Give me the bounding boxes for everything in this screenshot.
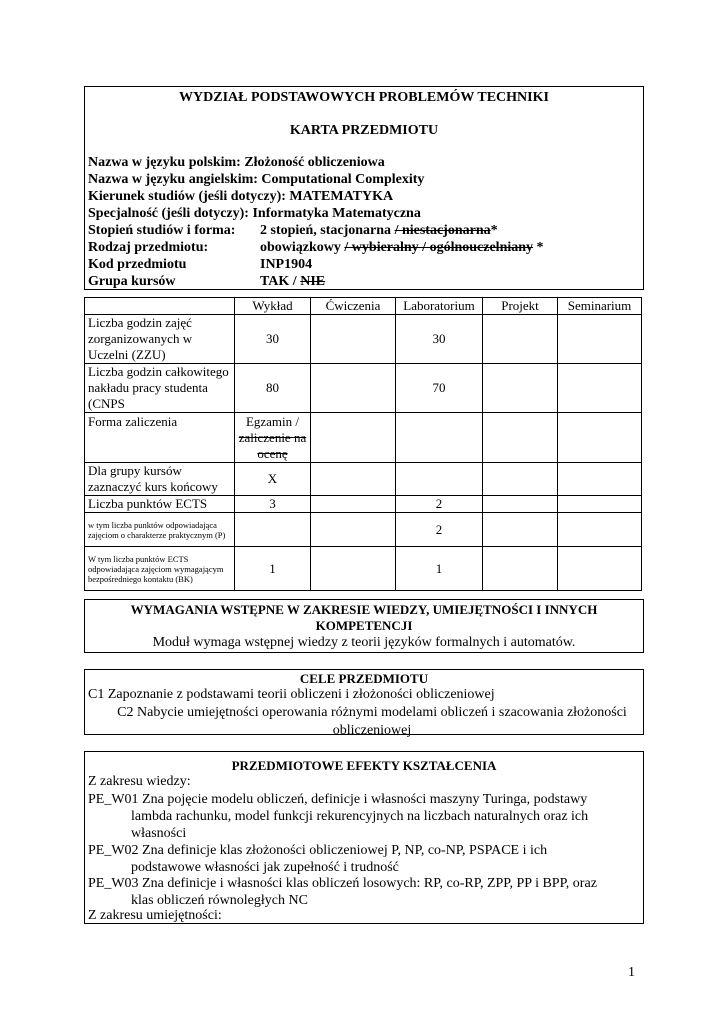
table-cell: 1: [235, 547, 311, 591]
row-label: Forma zaliczenia: [85, 413, 235, 463]
table-cell: [396, 413, 483, 463]
table-cell: 70: [396, 364, 483, 413]
specialization: Specjalność (jeśli dotyczy): Informatyka Matematyczna: [88, 206, 421, 221]
row-label: Liczba godzin całkowitego nakładu pracy studenta (CNPS: [85, 364, 235, 413]
faculty-title: WYDZIAŁ PODSTAWOWYCH PROBLEMÓW TECHNIKI: [179, 90, 549, 105]
row-label: W tym liczba punktów ECTS odpowiadająca zajęciom wymagającym bezpośredniego kontaktu (BK): [85, 547, 235, 591]
learning-outcomes-title: PRZEDMIOTOWE EFEKTY KSZTAŁCENIA: [231, 758, 497, 773]
goal-c1: C1 Zapoznanie z podstawami teorii obliczeni i złożoności obliczeniowej: [88, 687, 495, 702]
course-type: Rodzaj przedmiotu: obowiązkowy / wybieralny / ogólnouczelniany *: [88, 240, 544, 255]
table-row: [85, 547, 642, 591]
course-name-en: Nazwa w języku angielskim: Computational Complexity: [88, 172, 425, 187]
table-cell: [558, 463, 642, 496]
page-number: 1: [628, 965, 635, 980]
table-cell: [483, 413, 558, 463]
requirements-text: Moduł wymaga wstępnej wiedzy z teorii języków formalnych i automatów.: [152, 635, 576, 650]
study-level-form: Stopień studiów i forma: 2 stopień, stacjonarna / niestacjonarna*: [88, 223, 498, 238]
header-box: [84, 86, 644, 290]
course-code: Kod przedmiotu INP1904: [88, 257, 313, 272]
outcome-pe-w01: PE_W01 Zna pojęcie modelu obliczeń, definicje i własności maszyny Turinga, podstawy lambda rachunku, model funkcji rekurencyjnych na liczbach naturalnych oraz ich własności: [88, 792, 589, 841]
skills-heading: Z zakresu umiejętności:: [88, 908, 222, 923]
table-cell: 30: [396, 315, 483, 364]
table-cell: [311, 547, 396, 591]
row-label: Liczba godzin zajęć zorganizowanych w Uczelni (ZZU): [85, 315, 235, 364]
table-cell: [483, 547, 558, 591]
assessment-form-cell: Egzamin / zaliczenie na ocenę: [235, 413, 311, 463]
column-header: Projekt: [483, 298, 558, 315]
table-cell: [558, 496, 642, 513]
table-cell: [558, 315, 642, 364]
requirements-title: WYMAGANIA WSTĘPNE W ZAKRESIE WIEDZY, UMIEJĘTNOŚCI I INNYCH KOMPETENCJI: [130, 602, 598, 633]
row-label: Dla grupy kursów zaznaczyć kurs końcowy: [85, 463, 235, 496]
column-header: [85, 298, 235, 315]
table-cell: [483, 496, 558, 513]
table-cell: [558, 364, 642, 413]
table-cell: [483, 315, 558, 364]
table-cell: 2: [396, 496, 483, 513]
knowledge-heading: Z zakresu wiedzy:: [88, 774, 191, 789]
goals-box: [84, 669, 644, 738]
table-header-row: [85, 298, 642, 315]
table-cell: [396, 463, 483, 496]
table-cell: [483, 513, 558, 547]
course-group: Grupa kursów TAK / NIE: [88, 274, 326, 289]
table-cell: [311, 496, 396, 513]
column-header: Ćwiczenia: [311, 298, 396, 315]
table-cell: [311, 513, 396, 547]
table-cell: [311, 413, 396, 463]
table-cell: [558, 513, 642, 547]
row-label: w tym liczba punktów odpowiadająca zajęciom o charakterze praktycznym (P): [85, 513, 235, 547]
row-label: Liczba punktów ECTS: [85, 496, 235, 513]
column-header: Seminarium: [558, 298, 642, 315]
table-cell: 3: [235, 496, 311, 513]
table-row: [85, 496, 642, 513]
goals-title: CELE PRZEDMIOTU: [299, 671, 429, 686]
table-row: [85, 463, 642, 496]
table-row: [85, 364, 642, 413]
table-cell: 2: [396, 513, 483, 547]
course-name-pl: Nazwa w języku polskim: Złożoność obliczeniowa: [88, 155, 385, 170]
hours-table: [84, 297, 642, 591]
table-cell: X: [235, 463, 311, 496]
field-of-study: Kierunek studiów (jeśli dotyczy): MATEMATYKA: [88, 189, 394, 204]
table-cell: [558, 413, 642, 463]
learning-outcomes-box: [84, 751, 644, 924]
table-cell: 30: [235, 315, 311, 364]
outcome-pe-w03: PE_W03 Zna definicje i własności klas obliczeń losowych: RP, co-RP, ZPP, PP i BPP, oraz klas obliczeń równoległych NC: [88, 876, 597, 908]
table-cell: [483, 364, 558, 413]
table-cell: 80: [235, 364, 311, 413]
table-cell: 1: [396, 547, 483, 591]
table-row: [85, 315, 642, 364]
table-cell: [311, 463, 396, 496]
column-header: Wykład: [235, 298, 311, 315]
table-row: [85, 413, 642, 463]
outcome-pe-w02: PE_W02 Zna definicje klas złożoności obliczeniowej P, NP, co-NP, PSPACE i ich podstawowe własności jak zupełność i trudność: [88, 843, 548, 875]
table-cell: [311, 315, 396, 364]
card-title: KARTA PRZEDMIOTU: [289, 123, 439, 138]
requirements-box: [84, 599, 644, 653]
table-cell: [311, 364, 396, 413]
table-cell: [558, 547, 642, 591]
column-header: Laboratorium: [396, 298, 483, 315]
table-row: [85, 513, 642, 547]
table-cell: [235, 513, 311, 547]
goal-c2: C2 Nabycie umiejętności operowania różnymi modelami obliczeń i szacowania złożoności obliczeniowej: [117, 705, 627, 738]
table-cell: [483, 463, 558, 496]
